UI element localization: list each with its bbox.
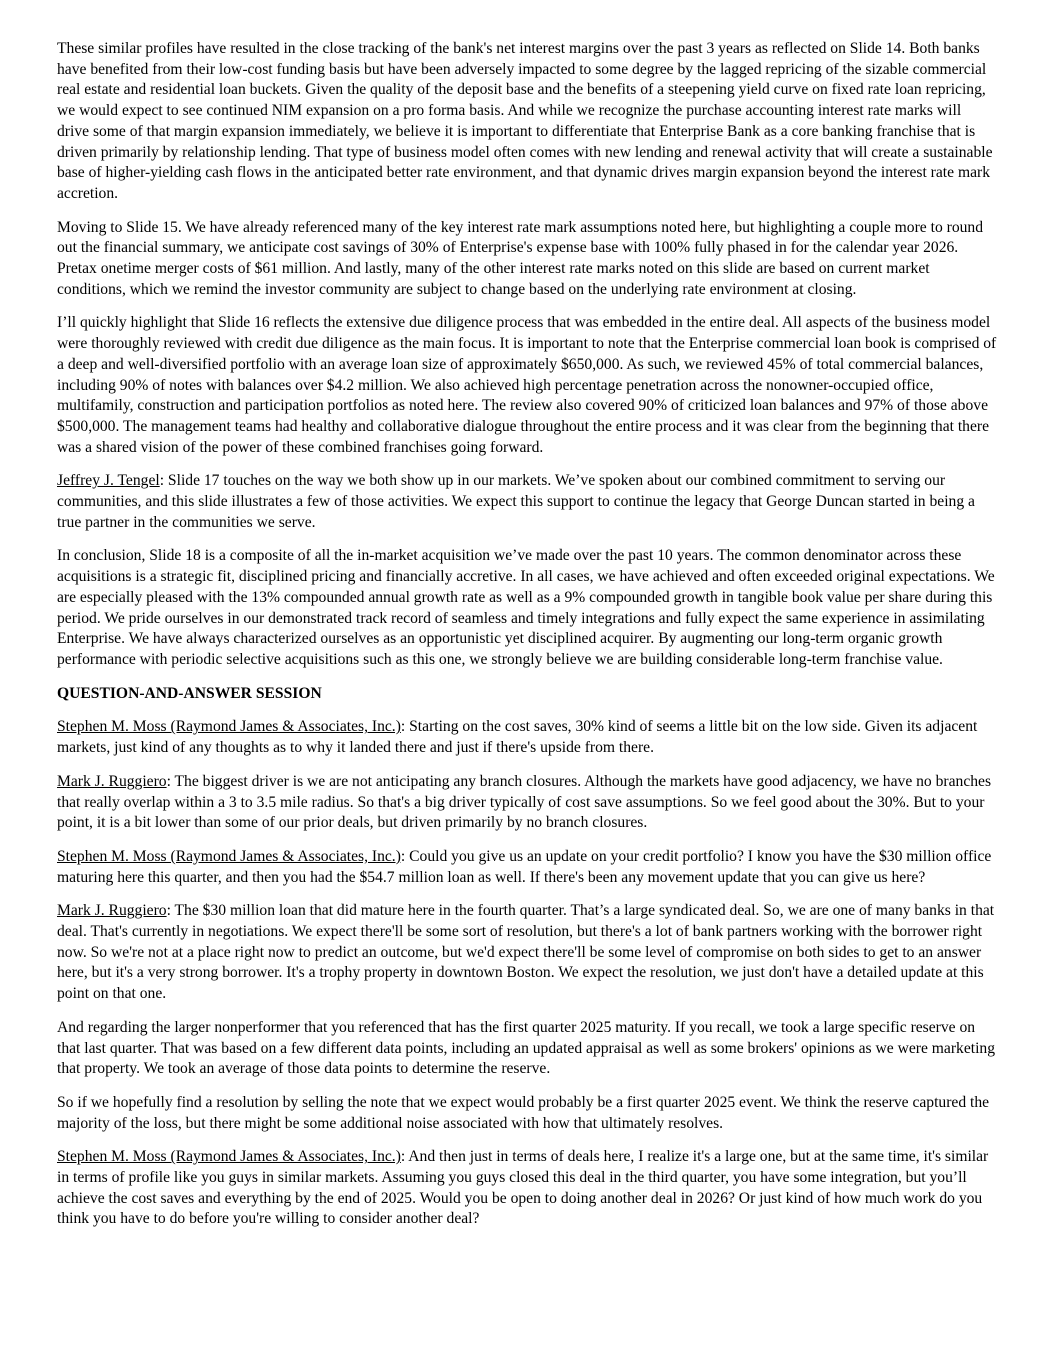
paragraph-text: : Slide 17 touches on the way we both show up in our markets. We’ve spoken about our combined commitment to serving our communities, and this slide illustrates a few of those activities. We expect this support to continue the legacy that George Duncan started in being a true partner in the communities we serve. bbox=[57, 472, 975, 531]
paragraph-slide-17 bbox=[57, 471, 997, 533]
qa-answer-cost-saves bbox=[57, 772, 997, 834]
paragraph-text: : The $30 million loan that did mature here in the fourth quarter. That’s a large syndicated deal. So, we are one of many banks in that deal. That's currently in negotiations. We expect there'll be some sort of resolution, but there's a lot of bank partners working with the borrower right now. So we're not at a place right now to predict an outcome, but we'd expect there'll be some level of compromise on both sides to get to an answer here, but it's a very strong borrower. It's a trophy property in downtown Boston. We expect the resolution, we just don't have a detailed update at this point on that one. bbox=[57, 902, 995, 1003]
document-page bbox=[57, 39, 997, 1243]
qa-answer-resolution bbox=[57, 1093, 997, 1134]
qa-heading: QUESTION-AND-ANSWER SESSION bbox=[57, 684, 322, 702]
paragraph-text: I’ll quickly highlight that Slide 16 reflects the extensive due diligence process that was embedded in the entire deal. All aspects of the business model were thoroughly reviewed with credit due diligence as the main focus. It is important to note that the Enterprise commercial loan book is comprised of a deep and well-diversified portfolio with an average loan size of approximately $650,000. As such, we reviewed 45% of total commercial balances, including 90% of notes with balances over $4.2 million. We also achieved high percentage penetration across the nonowner-occupied office, multifamily, construction and participation portfolios as noted here. The review also covered 90% of criticized loan balances and 97% of those above $500,000. The management teams had healthy and collaborative dialogue throughout the entire process and it was clear from the beginning that there was a shared vision of the power of these combined franchises going forward. bbox=[57, 314, 997, 456]
speaker-name: Stephen M. Moss (Raymond James & Associates, Inc.) bbox=[57, 718, 401, 736]
paragraph-text: : The biggest driver is we are not anticipating any branch closures. Although the markets have good adjacency, we have no branches that really overlap within a 3 to 3.5 mile radius. So that's a big driver typically of cost save assumptions. So we feel good about the 30%. But to your point, it is a bit lower than some of our prior deals, but driven primarily by no branch closures. bbox=[57, 772, 992, 832]
speaker-name: Mark J. Ruggiero bbox=[57, 902, 167, 920]
paragraph-slide-18 bbox=[57, 546, 997, 670]
paragraph-slide-15 bbox=[57, 218, 997, 301]
speaker-name: Stephen M. Moss (Raymond James & Associates, Inc.) bbox=[57, 847, 401, 865]
paragraph-text: : Could you give us an update on your credit portfolio? I know you have the $30 million office maturing here this quarter, and then you had the $54.7 million loan as well. If there's been any movement update that you can give us here? bbox=[57, 847, 992, 886]
speaker-name: Mark J. Ruggiero bbox=[57, 772, 167, 790]
paragraph-nim bbox=[57, 39, 997, 205]
paragraph-text: And regarding the larger nonperformer that you referenced that has the first quarter 2025 maturity. If you recall, we took a large specific reserve on that last quarter. That was based on a few different data points, including an updated appraisal as well as some brokers' opinions as we were marketing that property. We took an average of those data points to determine the reserve. bbox=[57, 1018, 996, 1078]
paragraph-text: : And then just in terms of deals here, I realize it's a large one, but at the same time, it's similar in terms of profile like you guys in similar markets. Assuming you guys closed this deal in the third quarter, you have some integration, but you’ll achieve the cost saves and everything by the end of 2025. Would you be open to doing another deal in 2026? Or just kind of how much work do you think you have to do before you're willing to consider another deal? bbox=[57, 1148, 989, 1228]
qa-question-credit bbox=[57, 847, 997, 888]
qa-answer-credit bbox=[57, 901, 997, 1005]
qa-question-deals bbox=[57, 1147, 997, 1230]
qa-question-cost-saves bbox=[57, 717, 997, 758]
speaker-name: Jeffrey J. Tengel bbox=[57, 472, 160, 490]
paragraph-text: These similar profiles have resulted in the close tracking of the bank's net interest margins over the past 3 years as reflected on Slide 14. Both banks have benefited from their low-cost funding basis but have been adversely impacted to some degree by the lagged repricing of the sizable commercial real estate and residential loan buckets. Given the quality of the deposit base and the benefits of a steepening yield curve on fixed rate loan repricing, we would expect to see continued NIM expansion on a pro forma basis. And while we recognize the purchase accounting interest rate marks will drive some of that margin expansion immediately, we believe it is important to differentiate that Enterprise Bank as a core banking franchise that is driven primarily by relationship lending. That type of business model often comes with new lending and renewal activity that will create a sustainable base of higher-yielding cash flows in the anticipated better rate environment, and that dynamic drives margin expansion beyond the interest rate mark accretion. bbox=[57, 40, 993, 202]
paragraph-text: In conclusion, Slide 18 is a composite of all the in-market acquisition we’ve made over the past 10 years. The common denominator across these acquisitions is a strategic fit, disciplined pricing and financially accretive. In all cases, we have achieved and often exceeded original expectations. We are especially pleased with the 13% compounded annual growth rate as well as a 9% compounded growth in tangible book value per share during this period. We pride ourselves in our demonstrated track record of seamless and timely integrations and fully expect the same experience in assimilating Enterprise. We have always characterized ourselves as an opportunistic yet disciplined acquirer. By augmenting our long-term organic growth performance with periodic selective acquisitions such as this one, we strongly believe we are building considerable long-term franchise value. bbox=[57, 547, 995, 668]
qa-answer-nonperformer bbox=[57, 1018, 997, 1080]
paragraph-slide-16 bbox=[57, 313, 997, 458]
paragraph-text: : Starting on the cost saves, 30% kind of seems a little bit on the low side. Given its adjacent markets, just kind of any thoughts as to why it landed there and just if there's upside from there. bbox=[57, 718, 978, 757]
paragraph-text: So if we hopefully find a resolution by selling the note that we expect would probably be a first quarter 2025 event. We think the reserve captured the majority of the loss, but there might be some additional noise associated with how that ultimately resolves. bbox=[57, 1093, 990, 1132]
speaker-name: Stephen M. Moss (Raymond James & Associates, Inc.) bbox=[57, 1148, 401, 1166]
paragraph-text: Moving to Slide 15. We have already referenced many of the key interest rate mark assumptions noted here, but highlighting a couple more to round out the financial summary, we anticipate cost savings of 30% of Enterprise's expense base with 100% fully phased in for the calendar year 2026. Pretax onetime merger costs of $61 million. And lastly, many of the other interest rate marks noted on this slide are based on current market conditions, which we remind the investor community are subject to change based on the underlying rate environment at closing. bbox=[57, 218, 984, 298]
